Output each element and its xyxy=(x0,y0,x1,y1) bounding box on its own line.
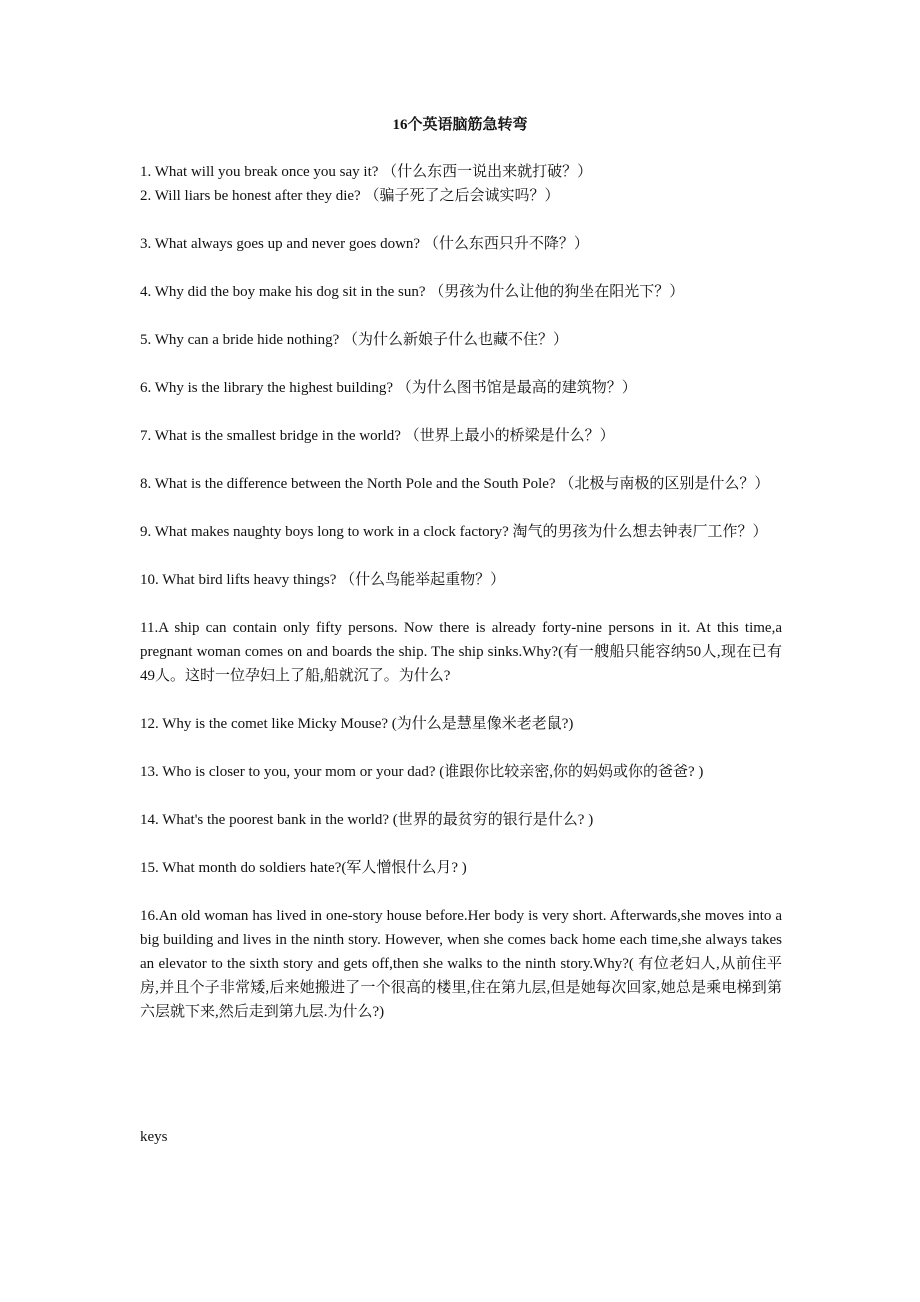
question-item: 8. What is the difference between the North Pole and the South Pole? （北极与南极的区别是什么？） xyxy=(140,476,770,492)
spacer xyxy=(140,448,782,472)
spacer xyxy=(140,736,782,760)
spacer xyxy=(140,496,782,520)
question-item: 2. Will liars be honest after they die? （骗子死了之后会诚实吗？） xyxy=(140,188,560,204)
spacer xyxy=(140,880,782,904)
question-item: 13. Who is closer to you, your mom or your dad? (谁跟你比较亲密,你的妈妈或你的爸爸? ) xyxy=(140,764,704,780)
question-item: 3. What always goes up and never goes down? （什么东西只升不降？） xyxy=(140,236,589,252)
spacer xyxy=(140,592,782,616)
question-list xyxy=(140,160,782,1024)
spacer xyxy=(140,688,782,712)
question-item: 12. Why is the comet like Micky Mouse? (为什么是慧星像米老老鼠?) xyxy=(140,716,574,732)
spacer xyxy=(140,544,782,568)
question-item: 6. Why is the library the highest building? （为什么图书馆是最高的建筑物？） xyxy=(140,380,637,396)
question-item: 7. What is the smallest bridge in the world? （世界上最小的桥梁是什么？） xyxy=(140,428,615,444)
spacer xyxy=(140,352,782,376)
document-title: 16个英语脑筋急转弯 xyxy=(392,117,528,133)
question-item: 11.A ship can contain only fifty persons. Now there is already forty-nine persons in it. At this time,a pregnant woman comes on and boards the ship. The ship sinks.Why?(有一艘船只能容纳50人,现在已有49人。这时一位孕妇上了船,船就沉了。为什么? xyxy=(140,620,782,684)
spacer xyxy=(140,832,782,856)
spacer xyxy=(140,208,782,232)
question-item: 5. Why can a bride hide nothing? （为什么新娘子什么也藏不住？） xyxy=(140,332,568,348)
spacer xyxy=(140,304,782,328)
question-item: 14. What's the poorest bank in the world? (世界的最贫穷的银行是什么? ) xyxy=(140,812,594,828)
question-item: 1. What will you break once you say it? （什么东西一说出来就打破？） xyxy=(140,164,593,180)
question-item: 9. What makes naughty boys long to work in a clock factory? 淘气的男孩为什么想去钟表厂工作？） xyxy=(140,524,768,540)
spacer xyxy=(140,256,782,280)
keys-label: keys xyxy=(140,1129,168,1145)
question-item: 15. What month do soldiers hate?(军人憎恨什么月? ) xyxy=(140,860,467,876)
question-item: 16.An old woman has lived in one-story house before.Her body is very short. Afterwards,she moves into a big building and lives in the ninth story. However, when she comes back home each time,she always takes an elevator to the sixth story and gets off,then she walks to the ninth story.Why?( 有位老妇人,从前住平房,并且个子非常矮,后来她搬进了一个很高的楼里,住在第九层,但是她每次回家,她总是乘电梯到第六层就下来,然后走到第九层.为什么?) xyxy=(140,908,782,1020)
question-item: 10. What bird lifts heavy things? （什么鸟能举起重物？） xyxy=(140,572,506,588)
spacer xyxy=(140,784,782,808)
spacer xyxy=(140,400,782,424)
question-item: 4. Why did the boy make his dog sit in the sun? （男孩为什么让他的狗坐在阳光下？） xyxy=(140,284,685,300)
